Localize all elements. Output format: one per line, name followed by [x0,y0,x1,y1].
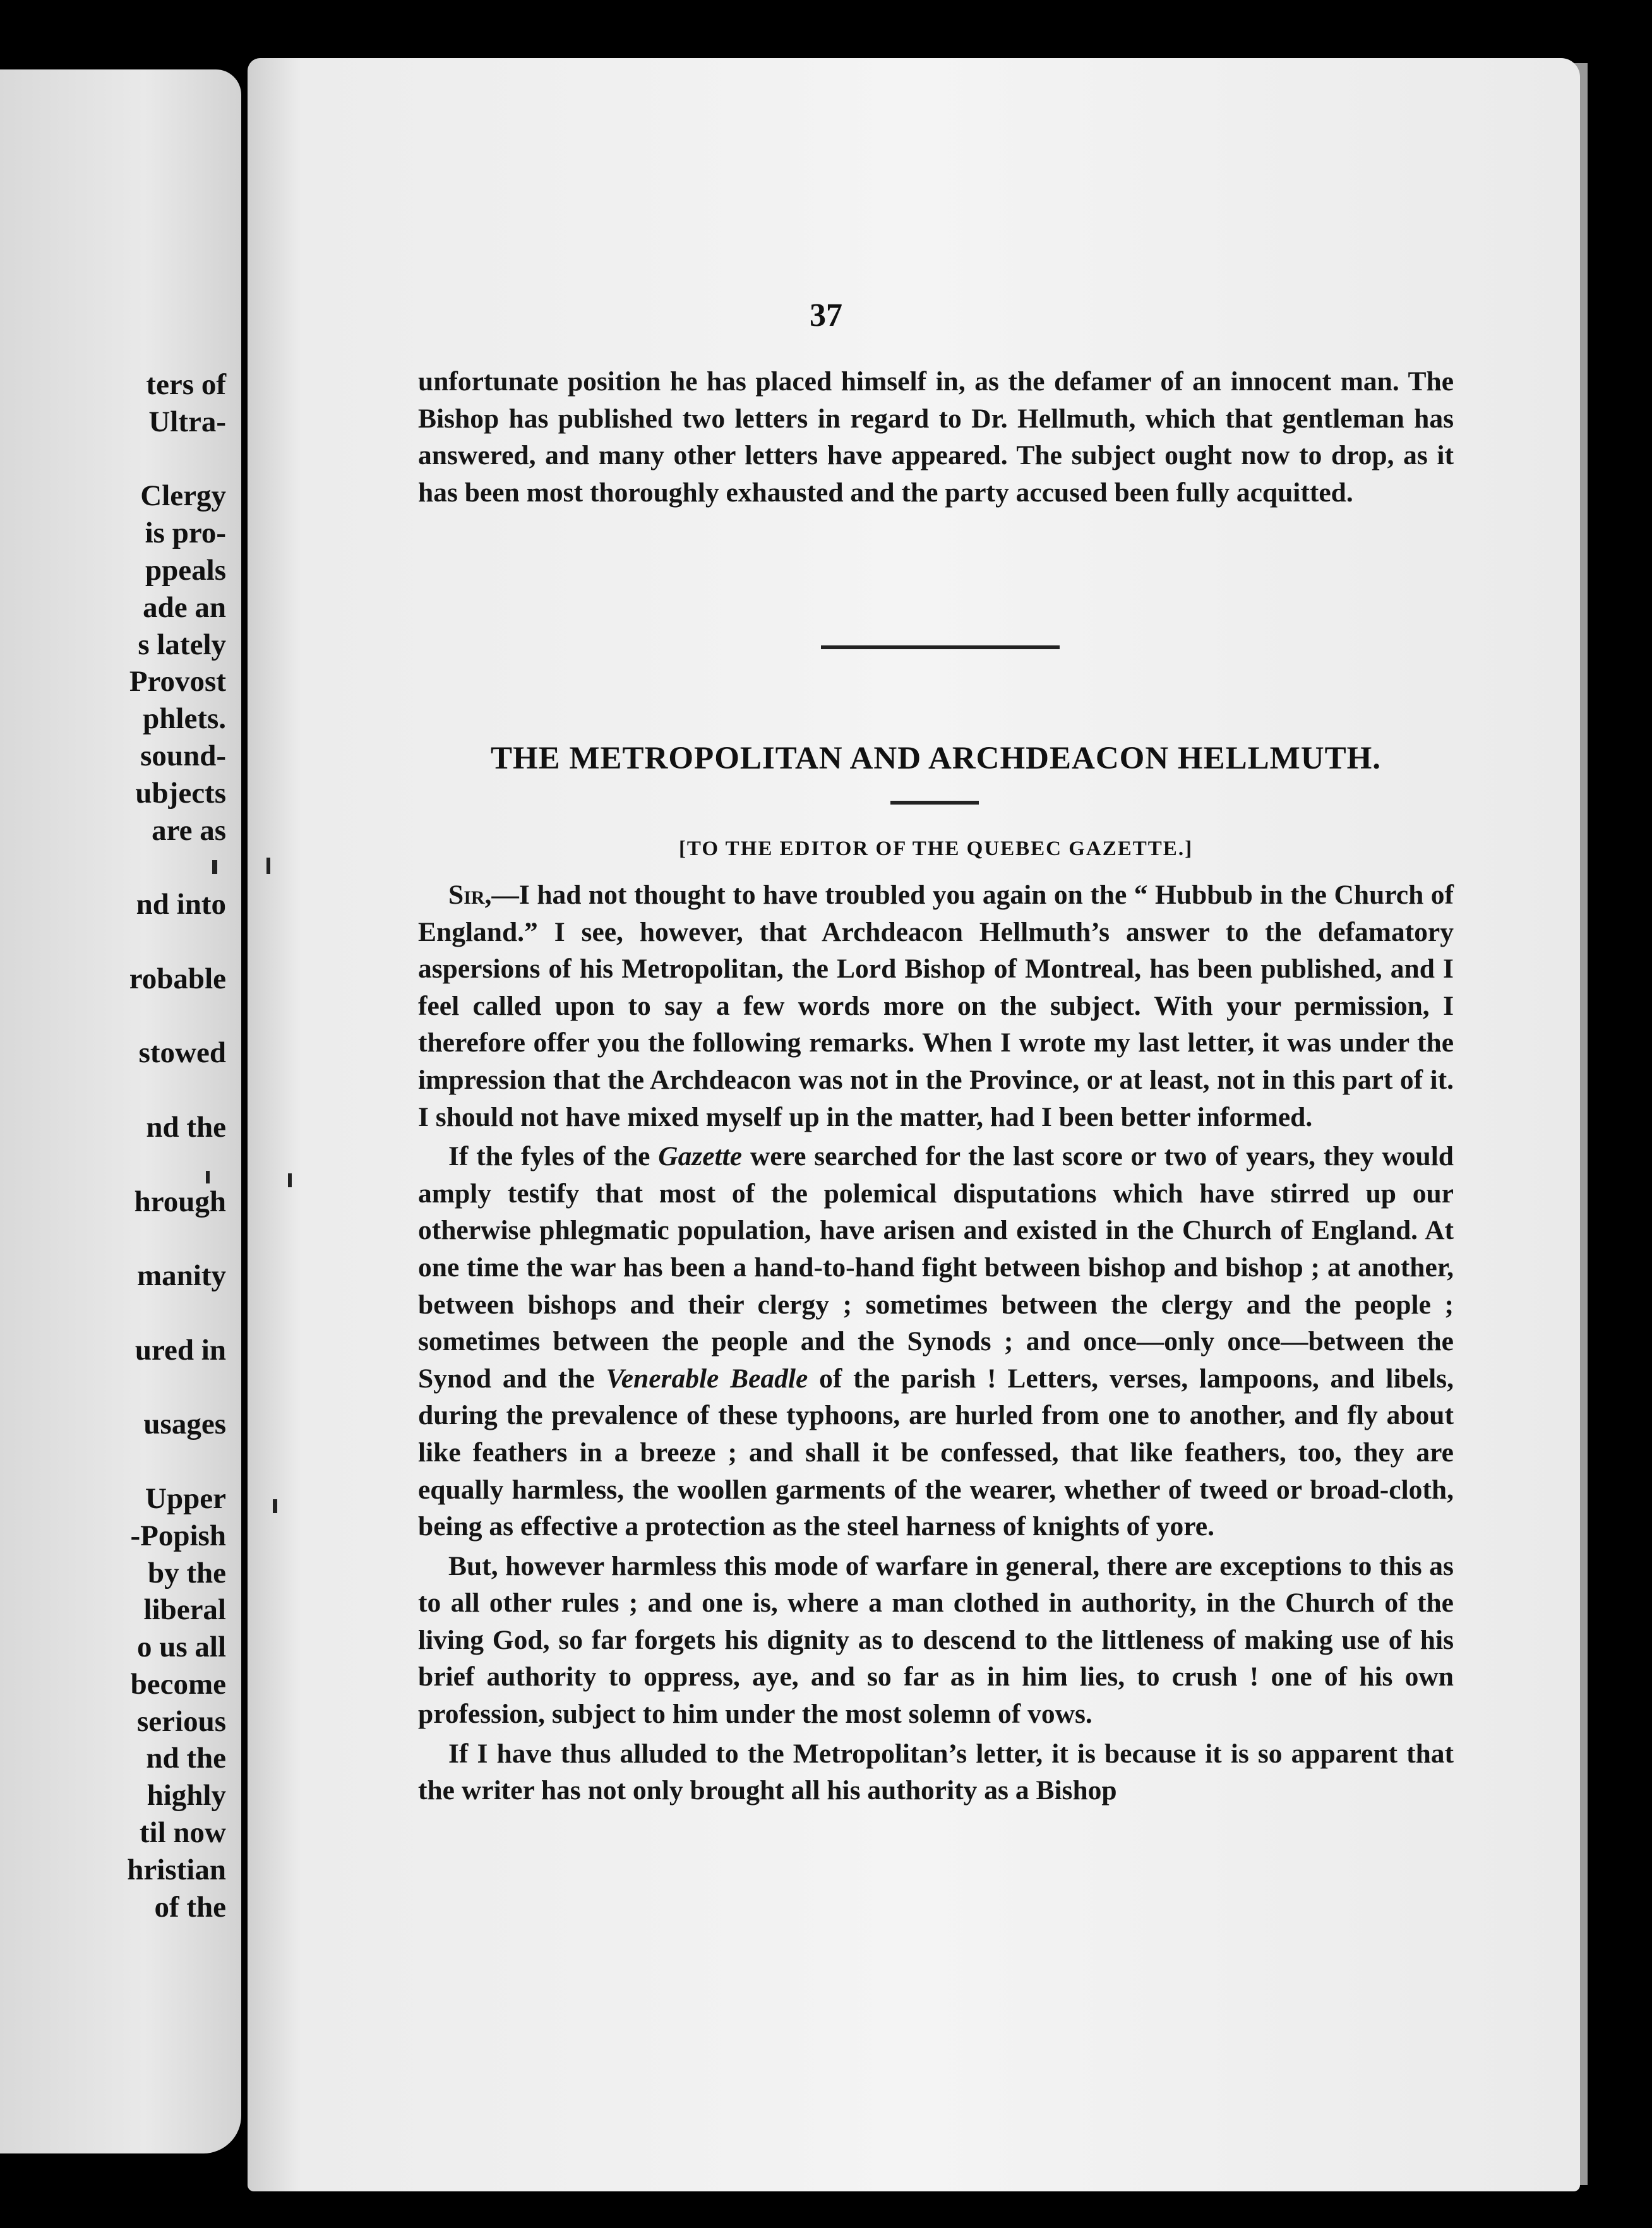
left-line [0,1443,241,1480]
left-line: of the [154,1890,226,1924]
paragraph-1-text: —I had not thought to have troubled you again on the “ Hubbub in the Church of England.” I see, however, that Archdeacon Hellmuth’s answer to the defamatory aspersions of his Metropolitan, the Lord Bishop of Montreal, has been published, and I feel called upon to say a few words more on the subject. With your permission, I therefore offer you the following remarks. When I wrote my last letter, it was under the impression that the Archdeacon was not in the Province, or at least, not in this part of it. I should not have mixed myself up in the matter, had I been better informed. [418,880,1454,1132]
left-line: by the [147,1556,226,1590]
left-line: highly [147,1779,226,1812]
left-line: become [130,1667,226,1701]
binding-mark [212,860,217,874]
left-line: Ultra- [148,405,226,438]
left-line [0,1369,241,1406]
beadle-italic: Venerable Beadle [606,1363,808,1394]
left-line: usages [143,1408,226,1441]
left-line [0,849,241,886]
left-line: manity [137,1259,226,1293]
left-line: til now [139,1816,226,1850]
left-line: robable [129,962,226,995]
salutation: Sir, [448,880,492,910]
binding-mark [206,1171,210,1183]
left-line: Upper [145,1482,226,1515]
left-line: o us all [136,1631,226,1664]
article-heading: THE METROPOLITAN AND ARCHDEACON HELLMUTH. [490,741,1382,776]
left-line: nd into [136,888,226,921]
left-line: ubjects [135,776,226,810]
gazette-italic: Gazette [658,1141,743,1172]
left-line [0,1295,241,1332]
paragraph-3: But, however harmless this mode of warfare in general, there are exceptions to this as to all other rules ; and one is, where a man clothed in authority, in the Church of the living God, so far forgets his dignity as to descend to the littleness of making use of his brief authority to oppress, aye, and so far as in him lies, to crush ! one of his own profession, subject to him under the most solemn of vows. [418,1550,1454,1730]
intro-paragraph [418,363,1454,511]
left-line: serious [137,1704,226,1738]
binding-mark [273,1499,277,1513]
left-line: phlets. [143,702,226,736]
paragraph-1 [418,877,1454,1135]
heading-rule [890,801,979,805]
left-line: hristian [127,1853,226,1886]
left-line: ppeals [145,553,226,587]
left-line: hrough [134,1185,226,1218]
left-line: is pro- [145,517,226,550]
paragraph-2-end: of the parish ! Letters, verses, lampoons, and libels, during the prevalence of these typhoons, are hurled from one to another, and fly about like feathers in a breeze ; and shall it be confessed, that like feathers, too, they are equally harmless, the woollen garments of the wearer, whether of tweed or broad-cloth, being as effective a protection as the steel harness of knights of yore. [418,1363,1454,1542]
left-page-text [0,366,241,1926]
left-line [0,1146,241,1183]
section-divider [821,645,1060,649]
paragraph-2 [418,1138,1454,1545]
left-line: Provost [129,665,226,698]
left-line [0,441,241,478]
left-line [0,998,241,1035]
left-line: s lately [138,628,226,661]
left-line [0,923,241,961]
page-number: 37 [810,297,842,333]
paragraph-4: If I have thus alluded to the Metropolitan’s letter, it is because it is so apparent that the writer has not only brought all his authority as a Bishop [418,1738,1454,1806]
left-line: ured in [135,1333,226,1367]
left-line: sound- [140,739,226,772]
binding-mark [288,1173,292,1187]
left-line [0,1072,241,1109]
left-line: nd the [146,1110,226,1144]
editor-note: [TO THE EDITOR OF THE QUEBEC GAZETTE.] [678,837,1194,860]
left-line: stowed [138,1036,226,1070]
left-line: liberal [143,1593,226,1627]
paragraph-2-start: If the fyles of the [448,1141,659,1172]
paragraph-2-mid: were searched for the last score or two of years, they would amply testify that most of the polemical disputations which have stirred up our otherwise phlegmatic population, have arisen and existed in the Church of England. At one time the war has been a hand-to-hand fight between bishop and bishop ; at another, between bishops and their clergy ; sometimes between the clergy and the people ; sometimes between the people and the Synods ; and once—only once—between the Synod and the [418,1141,1454,1394]
intro-text: unfortunate position he has placed himself in, as the defamer of an innocent man. The Bishop has published two letters in regard to Dr. Hellmuth, which that gentleman has answered, and many other letters have appeared. The subject ought now to drop, as it has been most thoroughly exhausted and the party accused been fully acquitted. [418,366,1454,508]
left-line: ters of [146,368,226,401]
left-line: nd the [146,1742,226,1775]
article-body [418,877,1454,1809]
left-line: are as [152,813,226,847]
left-page [0,69,241,2153]
left-line: Clergy [140,479,226,513]
left-line: ade an [143,590,226,624]
binding-mark [266,858,270,874]
left-line: -Popish [130,1519,226,1552]
left-line [0,1220,241,1257]
